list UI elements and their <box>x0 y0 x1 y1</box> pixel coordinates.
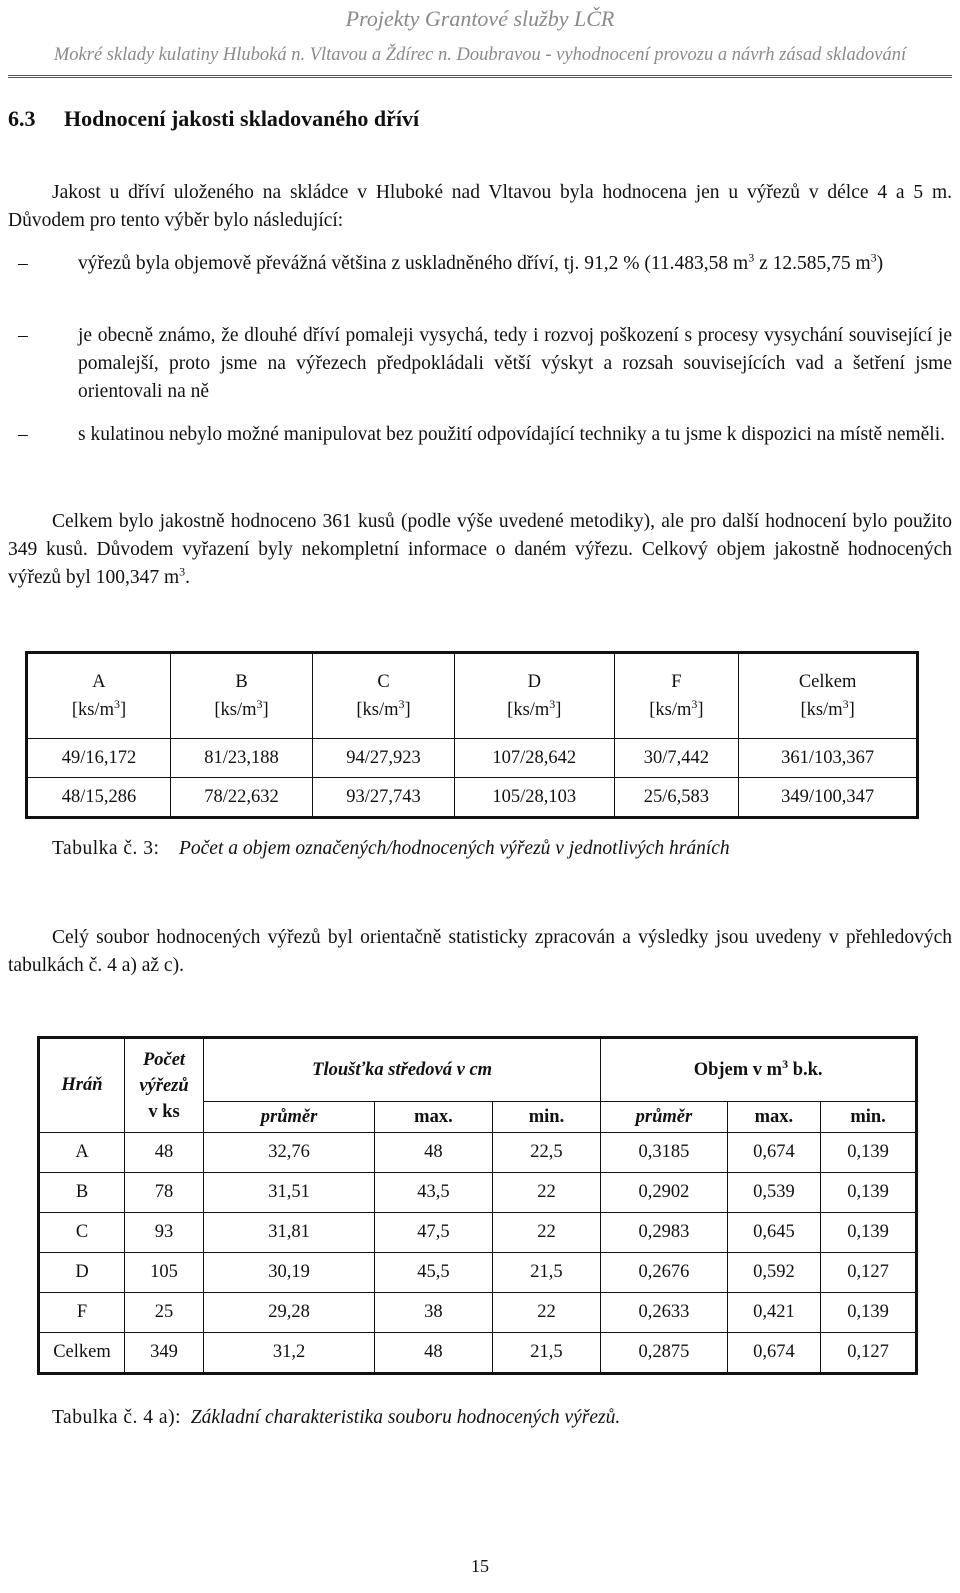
header-text: b.k. <box>788 1059 823 1080</box>
subheader-cell: průměr <box>204 1102 375 1133</box>
superscript: 3 <box>691 696 698 711</box>
col-header-f <box>614 653 739 739</box>
header-text: Objem v m <box>693 1059 783 1080</box>
table-cell: 22 <box>492 1213 600 1253</box>
table-cell: 29,28 <box>204 1293 375 1333</box>
table-cell: 0,592 <box>727 1253 821 1293</box>
unit: [ks/m <box>649 700 692 720</box>
table-cell: 0,674 <box>727 1133 821 1173</box>
header-line: v ks <box>148 1101 180 1122</box>
superscript: 3 <box>842 696 849 711</box>
col-header-b <box>170 653 312 739</box>
subheader-cell: min. <box>492 1102 600 1133</box>
col-label: Celkem <box>798 672 857 692</box>
col-label: B <box>235 672 248 692</box>
header-subtitle: Mokré sklady kulatiny Hluboká n. Vltavou a Ždírec n. Doubravou - vyhodnocení provozu a návrh zásad skladování <box>53 45 907 65</box>
table-row <box>27 739 918 778</box>
superscript: 3 <box>549 696 556 711</box>
unit: ] <box>555 700 562 720</box>
table-cell: 0,2875 <box>601 1333 727 1374</box>
table-cell: 31,2 <box>204 1333 375 1374</box>
bullet-dash: – <box>18 253 28 274</box>
table-cell: 21,5 <box>492 1253 600 1293</box>
caption-text: Základní charakteristika souboru hodnocených výřezů. <box>190 1407 621 1428</box>
table-cell: 21,5 <box>492 1333 600 1374</box>
unit: ] <box>697 700 704 720</box>
table-cell: 0,2983 <box>601 1213 727 1253</box>
table-cell: 30,19 <box>204 1253 375 1293</box>
col-header-d <box>455 653 614 739</box>
table-cell: 48 <box>125 1133 204 1173</box>
table-cell: 45,5 <box>375 1253 493 1293</box>
caption-label: Tabulka č. 4 a): <box>52 1407 181 1428</box>
col-header-pocet <box>125 1038 204 1133</box>
unit: ] <box>404 700 411 720</box>
bullet-item-3 <box>8 421 952 449</box>
stats-paragraph <box>8 924 952 980</box>
table-cell: 0,139 <box>821 1213 917 1253</box>
summary-paragraph <box>8 508 952 592</box>
table-cell: 22,5 <box>492 1133 600 1173</box>
table-row <box>39 1133 917 1173</box>
table-cell: 47,5 <box>375 1213 493 1253</box>
table-cell: 349/100,347 <box>739 778 918 818</box>
intro-paragraph <box>8 179 952 235</box>
table-cell: F <box>39 1293 125 1333</box>
superscript: 3 <box>113 696 120 711</box>
table-cell: 0,127 <box>821 1333 917 1374</box>
superscript: 3 <box>870 250 877 265</box>
bullet-text: výřezů byla objemově převážná většina z uskladněného dříví, tj. 91,2 % (11.483,58 m <box>78 253 749 274</box>
table-cell: 31,81 <box>204 1213 375 1253</box>
section-heading <box>8 106 419 132</box>
table-cell: 0,645 <box>727 1213 821 1253</box>
unit: [ks/m <box>507 700 550 720</box>
col-label: C <box>377 672 390 692</box>
table-cell: 361/103,367 <box>739 739 918 778</box>
superscript: 3 <box>748 250 755 265</box>
col-label: A <box>92 672 106 692</box>
table-cell: Celkem <box>39 1333 125 1374</box>
table-cell: 81/23,188 <box>170 739 312 778</box>
table-cell: 105/28,103 <box>455 778 614 818</box>
table-cell: 22 <box>492 1293 600 1333</box>
table-cell: 30/7,442 <box>614 739 739 778</box>
table-cell: 25/6,583 <box>614 778 739 818</box>
table-caption-4a <box>52 1407 620 1429</box>
bullet-dash: – <box>18 325 28 346</box>
table-cell: 0,127 <box>821 1253 917 1293</box>
header-rule <box>8 75 952 78</box>
col-header-hran: Hráň <box>39 1038 125 1133</box>
table-cell: D <box>39 1253 125 1293</box>
col-label: F <box>671 672 682 692</box>
subheader-cell: max. <box>727 1102 821 1133</box>
table-cell: 0,139 <box>821 1173 917 1213</box>
bullet-text: ) <box>876 253 884 274</box>
unit: [ks/m <box>800 700 843 720</box>
table-row <box>39 1173 917 1213</box>
header-title: Projekty Grantové služby LČR <box>345 6 615 31</box>
table-cell: C <box>39 1213 125 1253</box>
table-cell: 48/15,286 <box>27 778 171 818</box>
superscript: 3 <box>179 564 186 579</box>
table-cell: 48 <box>375 1133 493 1173</box>
col-header-celkem <box>739 653 918 739</box>
table-cell: 0,421 <box>727 1293 821 1333</box>
table-cell: 93 <box>125 1213 204 1253</box>
table-cell: 349 <box>125 1333 204 1374</box>
unit: ] <box>848 700 855 720</box>
unit: [ks/m <box>214 700 257 720</box>
superscript: 3 <box>256 696 263 711</box>
table-cell: 31,51 <box>204 1173 375 1213</box>
table-header-row <box>39 1038 917 1102</box>
table-characteristics <box>37 1036 918 1375</box>
col-header-a <box>27 653 171 739</box>
table-cell: B <box>39 1173 125 1213</box>
intro-text: Jakost u dříví uloženého na skládce v Hluboké nad Vltavou byla hodnocena jen u výřezů v délce 4 a 5 m. Důvodem pro tento výběr bylo následující: <box>8 182 952 231</box>
section-title: Hodnocení jakosti skladovaného dříví <box>64 106 420 131</box>
bullet-dash: – <box>18 424 28 445</box>
table-row <box>39 1293 917 1333</box>
table-cell: A <box>39 1133 125 1173</box>
table-cell: 0,139 <box>821 1133 917 1173</box>
unit: [ks/m <box>356 700 399 720</box>
table-cell: 107/28,642 <box>455 739 614 778</box>
table-row <box>39 1333 917 1374</box>
col-header-tloustka: Tloušťka středová v cm <box>204 1038 601 1102</box>
table-row <box>39 1253 917 1293</box>
table-cell: 0,2676 <box>601 1253 727 1293</box>
table-cell: 94/27,923 <box>313 739 455 778</box>
table-cell: 0,2633 <box>601 1293 727 1333</box>
section-number: 6.3 <box>8 106 36 131</box>
stats-text: Celý soubor hodnocených výřezů byl orientačně statisticky zpracován a výsledky jsou uvedeny v přehledových tabulkách č. 4 a) až c). <box>8 927 952 976</box>
subheader-cell: max. <box>375 1102 493 1133</box>
table-cell: 22 <box>492 1173 600 1213</box>
caption-text: Počet a objem označených/hodnocených výřezů v jednotlivých hráních <box>178 838 730 859</box>
bullet-text: je obecně známo, že dlouhé dříví pomaleji vysychá, tedy i rozvoj poškození s procesy vysychání související je pomalejší, proto jsme na výřezech předpokládali větší výskyt a rozsah souvisejících vad a šetření jsme orientovali na ně <box>78 325 952 402</box>
caption-label: Tabulka č. 3: <box>52 838 160 859</box>
table-row <box>27 778 918 818</box>
table-cell: 0,2902 <box>601 1173 727 1213</box>
table-cell: 48 <box>375 1333 493 1374</box>
summary-text: Celkem bylo jakostně hodnoceno 361 kusů (podle výše uvedené metodiky), ale pro další hodnocení bylo použito 349 kusů. Důvodem vyřazení byly nekompletní informace o daném výřezu. Celkový objem jakostně hodnocených výřezů byl 100,347 m <box>8 511 952 588</box>
table-caption-3 <box>52 838 730 860</box>
superscript: 3 <box>782 1056 789 1071</box>
superscript: 3 <box>398 696 405 711</box>
unit: [ks/m <box>71 700 114 720</box>
subheader-cell: průměr <box>601 1102 727 1133</box>
col-header-objem <box>601 1038 917 1102</box>
bullet-text: z 12.585,75 m <box>754 253 871 274</box>
col-header-c <box>313 653 455 739</box>
bullet-item-1 <box>8 250 952 278</box>
table-cell: 0,3185 <box>601 1133 727 1173</box>
table-cell: 49/16,172 <box>27 739 171 778</box>
table-cell: 93/27,743 <box>313 778 455 818</box>
table-row <box>39 1213 917 1253</box>
table-cell: 32,76 <box>204 1133 375 1173</box>
bullet-item-2 <box>8 322 952 406</box>
table-cell: 0,674 <box>727 1333 821 1374</box>
table-cell: 78 <box>125 1173 204 1213</box>
col-label: D <box>527 672 541 692</box>
table-cell: 25 <box>125 1293 204 1333</box>
table-cell: 0,139 <box>821 1293 917 1333</box>
table-cell: 105 <box>125 1253 204 1293</box>
header-line: výřezů <box>139 1075 189 1096</box>
table-cell: 43,5 <box>375 1173 493 1213</box>
unit: ] <box>262 700 269 720</box>
bullet-text: s kulatinou nebylo možné manipulovat bez použití odpovídající techniky a tu jsme k dispozici na místě neměli. <box>78 424 946 445</box>
header-line: Počet <box>142 1049 186 1070</box>
table-header-row <box>27 653 918 739</box>
subheader-cell: min. <box>821 1102 917 1133</box>
table-cell: 78/22,632 <box>170 778 312 818</box>
period: . <box>185 567 191 588</box>
table-counts <box>25 651 919 819</box>
unit: ] <box>119 700 127 720</box>
table-cell: 0,539 <box>727 1173 821 1213</box>
table-cell: 38 <box>375 1293 493 1333</box>
page-number: 15 <box>471 1556 489 1576</box>
